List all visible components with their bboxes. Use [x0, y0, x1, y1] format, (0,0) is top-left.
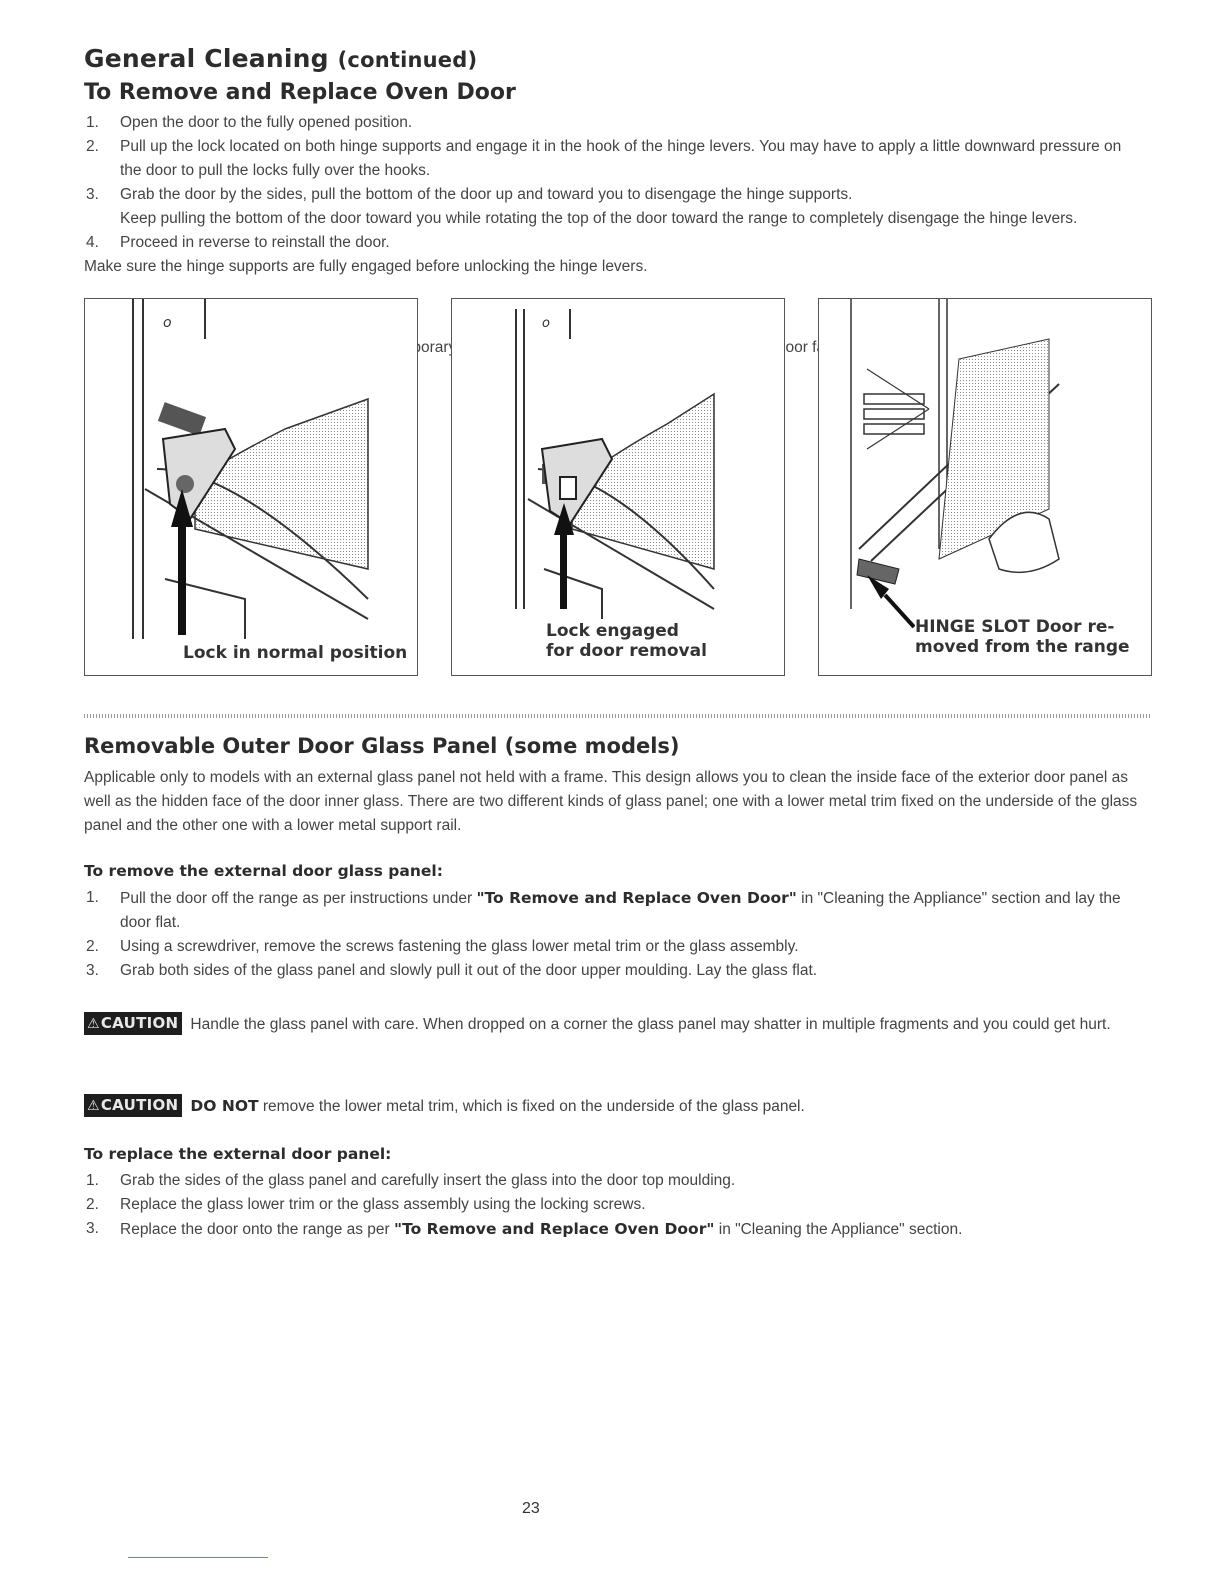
figure-hinge-slot	[818, 298, 1152, 676]
list-item: 1. Pull the door off the range as per instructions under "To Remove and Replace Oven Door" in "Cleaning the Appliance" section and lay the door flat.	[86, 889, 1121, 931]
caution-door-heavy: temporary door	[84, 335, 1156, 361]
section-divider	[84, 714, 1152, 718]
list-item: 1. Open the door to the fully opened position.	[86, 114, 413, 131]
warning-triangle-icon: ⚠	[87, 1098, 100, 1114]
replace-glass-heading: To replace the external door panel:	[84, 1145, 392, 1163]
warning-triangle-icon: ⚠	[87, 1016, 100, 1032]
list-item: 1. Grab the sides of the glass panel and carefully insert the glass into the door top moulding.	[86, 1172, 736, 1189]
caution-metal-trim: ⚠CAUTION DO NOT remove the lower metal trim, which is fixed on the underside of the glass panel.	[84, 1093, 1156, 1120]
page-number: 23	[522, 1500, 540, 1517]
section-title-glass-panel: Removable Outer Door Glass Panel (some models)	[84, 734, 680, 758]
figure-caption: Lock engaged for door removal	[546, 621, 707, 661]
caution-badge: ⚠CAUTION	[84, 1012, 182, 1035]
remove-glass-steps	[84, 886, 1144, 983]
figure-caption: Lock in normal position	[183, 643, 408, 663]
list-item: 4. Proceed in reverse to reinstall the door.	[86, 234, 390, 251]
list-item: 2. Using a screwdriver, remove the screws fastening the glass lower metal trim or the glass assembly.	[86, 938, 799, 955]
list-item: 2. Replace the glass lower trim or the glass assembly using the locking screws.	[86, 1196, 646, 1213]
figure-lock-normal	[84, 298, 418, 676]
list-item: 3. Replace the door onto the range as per "To Remove and Replace Oven Door" in "Cleaning the Appliance" section.	[86, 1220, 963, 1238]
list-item: 2. Pull up the lock located on both hinge supports and engage it in the hook of the hinge levers. You may have to apply a little downward pressure on the door to pull the locks fully over the hooks.	[86, 138, 1122, 179]
remove-glass-heading: To remove the external door glass panel:	[84, 862, 443, 880]
lock-normal-illustration	[85, 299, 419, 677]
figure-caption: HINGE SLOT Door re- moved from the range	[915, 617, 1130, 657]
list-item: 3. Grab both sides of the glass panel and slowly pull it out of the door upper moulding. Lay the glass flat.	[86, 962, 818, 979]
door-steps-list	[84, 111, 1144, 279]
glass-intro: Applicable only to models with an external glass panel not held with a frame. This design allows you to clean the inside face of the exterior door panel as well as the hidden face of the door inner glass. There are two different kinds of glass panel; one with a lower metal trim fixed on the underside of the glass panel and the other one with a lower metal support rail.	[84, 769, 1138, 834]
caution-badge: ⚠CAUTION	[84, 1094, 182, 1117]
footer-rule	[128, 1557, 268, 1558]
door-note: Make sure the hinge supports are fully engaged before unlocking the hinge levers.	[84, 258, 648, 275]
figure-lock-engaged	[451, 298, 785, 676]
section-title-remove-door: To Remove and Replace Oven Door	[84, 80, 516, 105]
svg-text:o: o	[163, 315, 172, 331]
replace-glass-steps	[84, 1169, 1144, 1242]
list-item: 3. Grab the door by the sides, pull the bottom of the door up and toward you to disengage the hinge supports. Keep pulling the bottom of the door toward you while rotating the top of the door toward the range to completely disengage the hinge levers.	[86, 186, 1078, 227]
page-title: General Cleaning (continued)	[84, 44, 478, 73]
figures-row	[84, 298, 1156, 678]
caution-glass-care: ⚠CAUTION Handle the glass panel with care. When dropped on a corner the glass panel may shatter in multiple fragments and you could get hurt.	[84, 1012, 1156, 1038]
svg-text:o: o	[542, 316, 550, 331]
